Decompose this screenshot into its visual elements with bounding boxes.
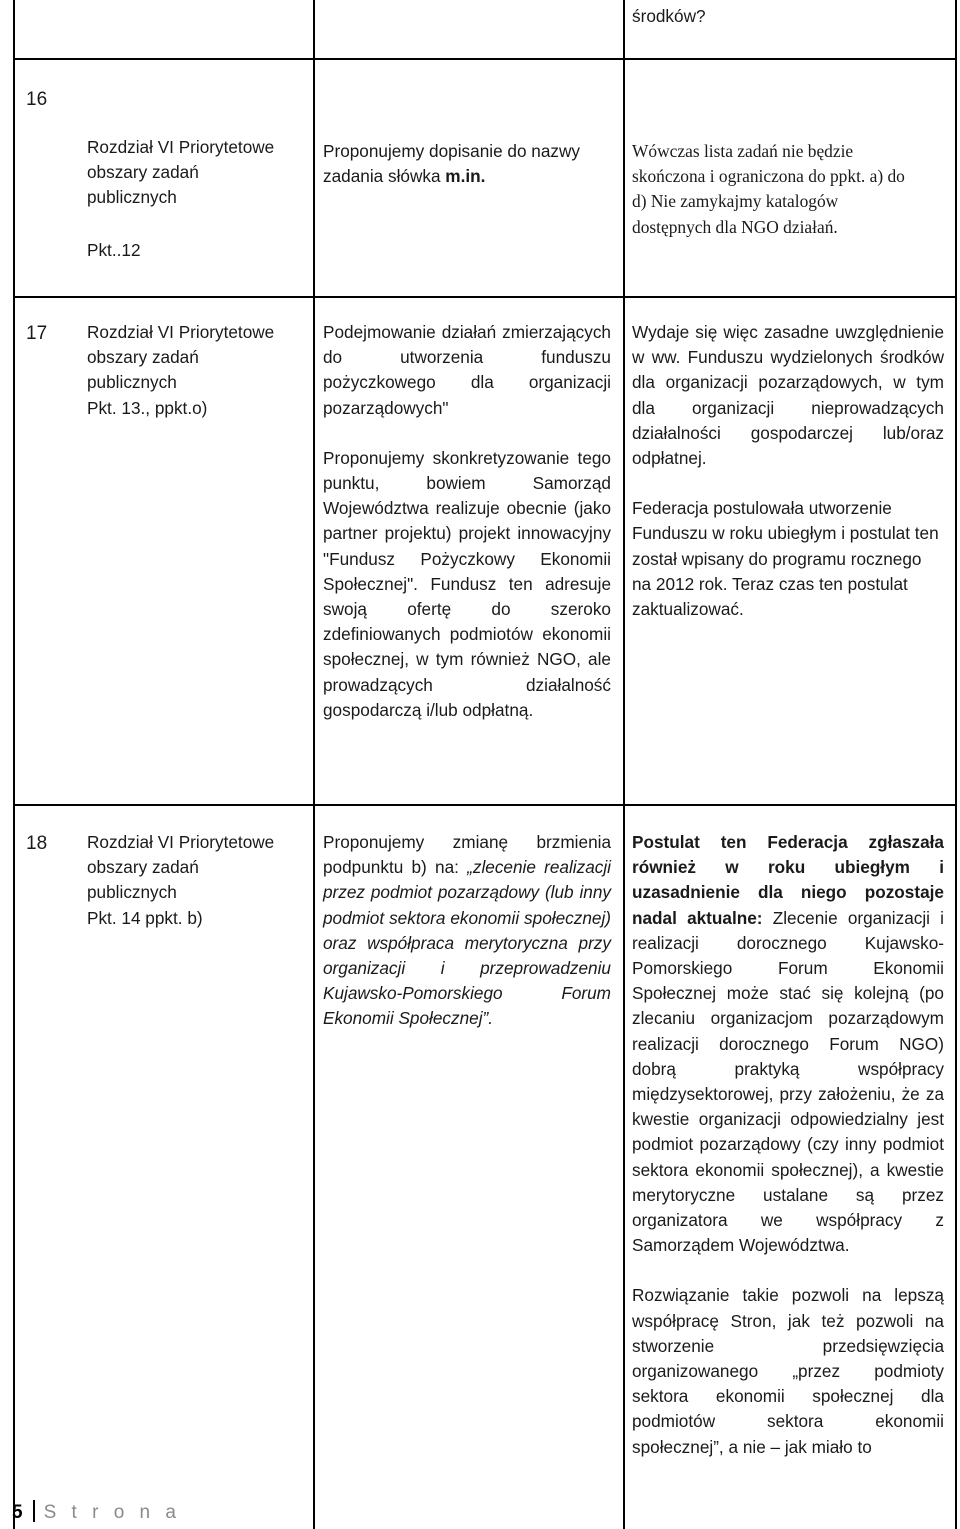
page-number: 5 xyxy=(12,1502,23,1523)
row-number: 17 xyxy=(26,323,48,344)
row-number: 16 xyxy=(26,89,48,110)
row-section: Rozdział VI Priorytetowe obszary zadań publicznych Pkt..12 xyxy=(87,137,275,260)
footer-divider xyxy=(33,1500,35,1522)
row-continuation-justification: środków? xyxy=(632,6,706,26)
row-divider-17 xyxy=(13,296,957,298)
page-footer xyxy=(12,1500,181,1526)
row-proposal: Proponujemy dopisanie do nazwy zadania słówka m.in. xyxy=(323,141,581,187)
row-number: 18 xyxy=(26,833,48,854)
row-section: Rozdział VI Priorytetowe obszary zadań publicznych Pkt. 14 ppkt. b) xyxy=(87,832,275,928)
row-justification: Wydaje się więc zasadne uwzględnienie w ww. Funduszu wydzielonych środków dla organizacji pozarządowych, w tym dla organizacji nieprowadzących działalności gospodarczej lub/oraz odpłatnej. Federacja postulowała utworzenie Funduszu w roku ubiegłym i postulat ten został wpisany do programu rocznego na 2012 rok. Teraz czas ten postulat zaktualizować. xyxy=(632,322,944,620)
row-proposal: Proponujemy zmianę brzmienia podpunktu b) na: „zlecenie realizacji przez podmiot pozarządowy (lub inny podmiot sektora ekonomii społecznej) oraz współpraca merytoryczna przy organizacji i przeprowadzeniu Kujawsko-Pomorskiego Forum Ekonomii Społecznej”. xyxy=(323,832,611,1029)
column-divider-1 xyxy=(313,0,315,1529)
row-section: Rozdział VI Priorytetowe obszary zadań publicznych Pkt. 13., ppkt.o) xyxy=(87,322,275,418)
page-label: S t r o n a xyxy=(43,1502,181,1523)
row-divider-18 xyxy=(13,804,957,806)
table-border-left xyxy=(13,0,15,1529)
row-divider-16 xyxy=(13,58,957,60)
table-border-right xyxy=(955,0,957,1529)
row-proposal: Podejmowanie działań zmierzających do utworzenia funduszu pożyczkowego dla organizacji pozarządowych" Proponujemy skonkretyzowanie tego punktu, bowiem Samorząd Województwa realizuje obecnie (jako partner projektu) projekt innowacyjny "Fundusz Pożyczkowy Ekonomii Społecznej". Fundusz ten adresuje swoją ofertę do szeroko zdefiniowanych podmiotów ekonomii społecznej, w tym również NGO, ale prowadzących działalność gospodarczą i/lub odpłatną. xyxy=(323,322,611,720)
row-justification: Wówczas lista zadań nie będzie skończona i ograniczona do ppkt. a) do d) Nie zamykajmy katalogów dostępnych dla NGO działań. xyxy=(632,141,905,237)
column-divider-2 xyxy=(623,0,625,1529)
row-justification: Postulat ten Federacja zgłaszała również w roku ubiegłym i uzasadnienie dla niego pozostaje nadal aktualne: Zlecenie organizacji i realizacji dorocznego Kujawsko-Pomorskiego Forum Ekonomii Społecznej może stać się kolejną (po zlecaniu organizacjom pozarządowym realizacji dorocznego Forum NGO) dobrą praktyką współpracy międzysektorowej, przy założeniu, że za kwestie organizacji odpowiedzialny jest podmiot pozarządowy (czy inny podmiot sektora ekonomii społecznej), a kwestie merytoryczne ustalane są przez organizatora we współpracy z Samorządem Województwa. Rozwiązanie takie pozwoli na lepszą współpracę Stron, jak też pozwoli na stworzenie przedsięwzięcia organizowanego „przez podmioty sektora ekonomii społecznej dla podmiotów sektora ekonomii społecznej”, a nie – jak miało to xyxy=(632,832,944,1457)
